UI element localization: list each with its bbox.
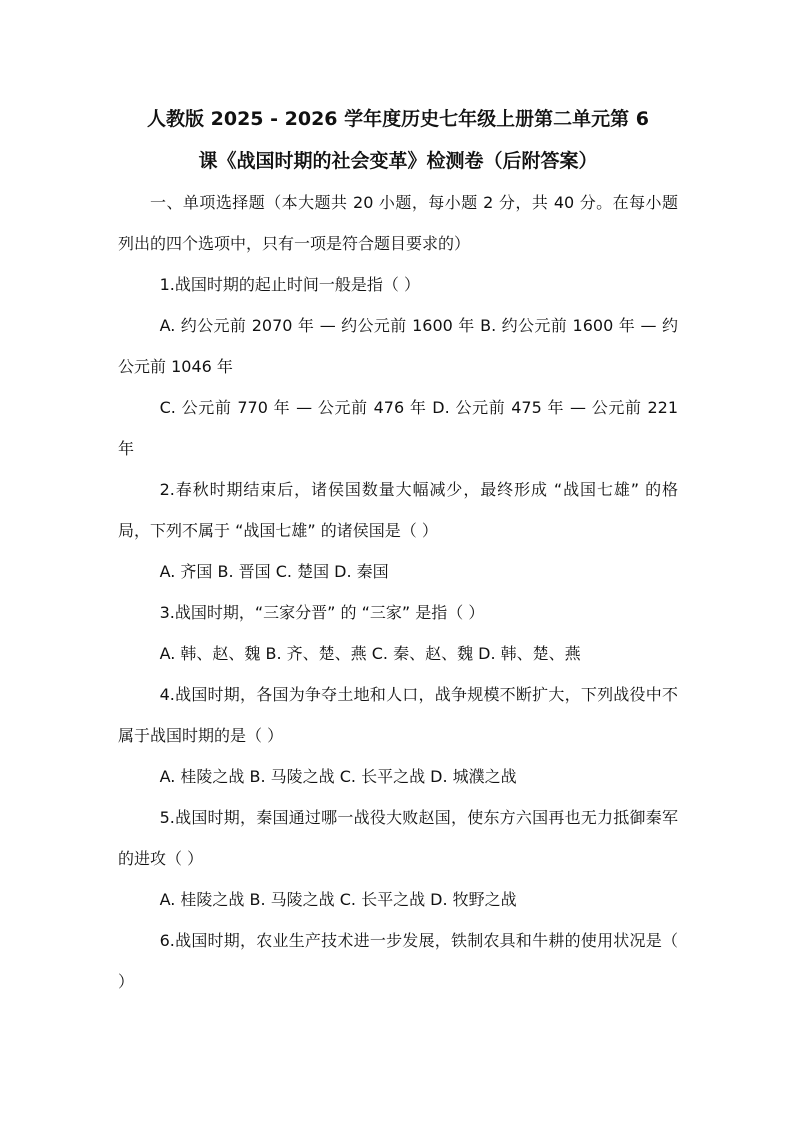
question-3-options: A. 韩、赵、魏 B. 齐、楚、燕 C. 秦、赵、魏 D. 韩、楚、燕 — [159, 644, 581, 663]
question-4-options: A. 桂陵之战 B. 马陵之战 C. 长平之战 D. 城濮之战 — [159, 767, 517, 786]
document-title-line-2: 课《战国时期的社会变革》检测卷（后附答案） — [198, 150, 598, 172]
question-2-stem: 2.春秋时期结束后，诸侯国数量大幅减少，最终形成 “战国七雄” 的格局，下列不属于 “战国七雄” 的诸侯国是（ ） — [118, 480, 678, 540]
question-3-stem: 3.战国时期，“三家分晋” 的 “三家” 是指（ ） — [159, 603, 485, 622]
question-2-options: A. 齐国 B. 晋国 C. 楚国 D. 秦国 — [159, 562, 389, 581]
question-6-stem: 6.战国时期，农业生产技术进一步发展，铁制农具和牛耕的使用状况是（ ） — [118, 931, 678, 991]
section-heading: 一、单项选择题（本大题共 20 小题，每小题 2 分，共 40 分。在每小题列出的四个选项中，只有一项是符合题目要求的） — [118, 193, 678, 253]
question-1-options-cd: C. 公元前 770 年 — 公元前 476 年 D. 公元前 475 年 — 公元前 221 年 — [118, 398, 678, 458]
question-5-options: A. 桂陵之战 B. 马陵之战 C. 长平之战 D. 牧野之战 — [159, 890, 517, 909]
question-1-stem: 1.战国时期的起止时间一般是指（ ） — [159, 275, 420, 294]
question-1-options-ab: A. 约公元前 2070 年 — 约公元前 1600 年 B. 约公元前 1600 年 — 约公元前 1046 年 — [118, 316, 678, 376]
question-5-stem: 5.战国时期，秦国通过哪一战役大败赵国，使东方六国再也无力抵御秦军的进攻（ ） — [118, 808, 678, 868]
question-4-stem: 4.战国时期，各国为争夺土地和人口，战争规模不断扩大，下列战役中不属于战国时期的是（ ） — [118, 685, 678, 745]
document-page — [118, 98, 678, 1002]
document-title-line-1: 人教版 2025 - 2026 学年度历史七年级上册第二单元第 6 — [147, 108, 649, 130]
